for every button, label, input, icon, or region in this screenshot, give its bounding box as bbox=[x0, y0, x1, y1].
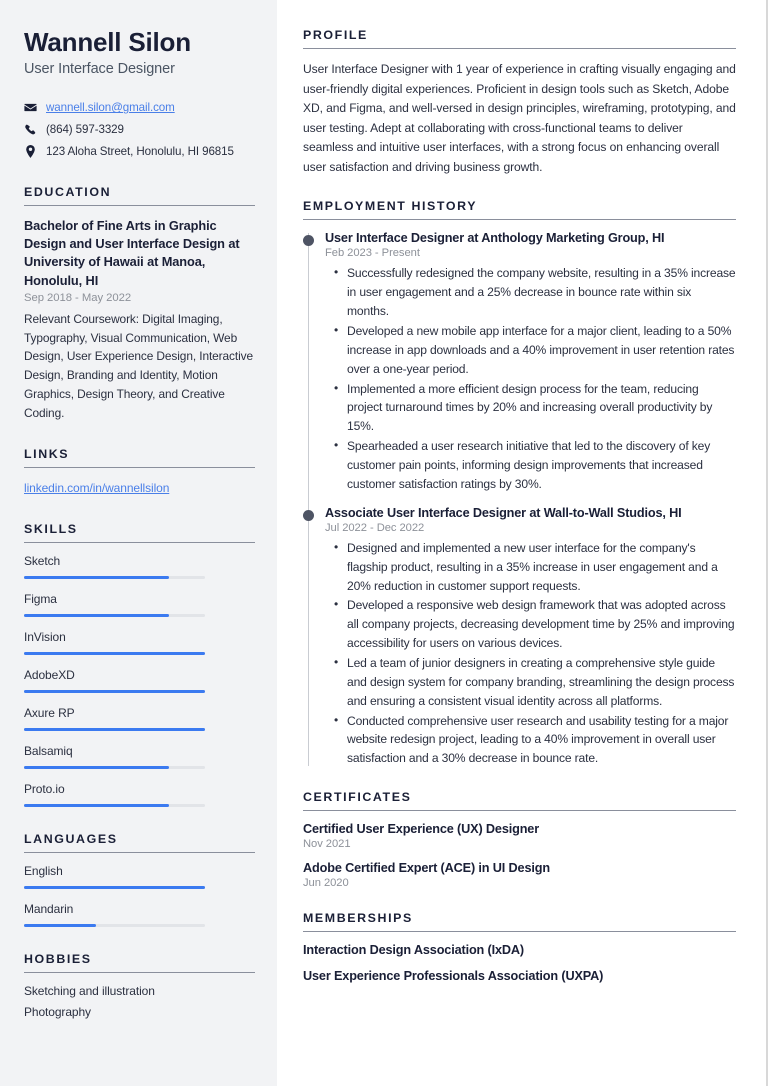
page-title: Wannell Silon bbox=[24, 27, 191, 57]
skill-item bbox=[24, 630, 255, 655]
skill-meter-fill bbox=[24, 728, 205, 731]
hobby-item: Sketching and illustration bbox=[24, 984, 155, 999]
employment-bullet: • Implemented a more efficient design process for the team, reducing project turnaround times by 20% and increasing overall productivity by 15%. bbox=[347, 380, 736, 437]
hobby-item: Photography bbox=[24, 1005, 91, 1020]
section-heading-languages: LANGUAGES bbox=[24, 832, 255, 853]
certificate-item bbox=[303, 861, 736, 889]
employment-title: User Interface Designer at Anthology Marketing Group, HI bbox=[325, 231, 665, 246]
skill-meter-fill bbox=[24, 690, 205, 693]
employment-timeline bbox=[303, 231, 736, 768]
employment-item bbox=[325, 506, 736, 768]
skill-meter-fill bbox=[24, 576, 169, 579]
skill-meter bbox=[24, 766, 205, 769]
section-heading-profile: PROFILE bbox=[303, 28, 736, 49]
section-links bbox=[24, 447, 255, 497]
skill-label: Sketch bbox=[24, 554, 61, 569]
skill-meter bbox=[24, 728, 205, 731]
certificate-title: Certified User Experience (UX) Designer bbox=[303, 822, 539, 837]
employment-date: Jul 2022 - Dec 2022 bbox=[325, 521, 425, 534]
job-title: User Interface Designer bbox=[24, 60, 175, 77]
employment-bullets bbox=[325, 264, 736, 493]
skill-meter bbox=[24, 614, 205, 617]
language-meter bbox=[24, 924, 205, 927]
section-skills bbox=[24, 522, 255, 807]
language-item bbox=[24, 864, 255, 889]
section-heading-memberships: MEMBERSHIPS bbox=[303, 911, 736, 932]
employment-bullet: • Developed a responsive web design framework that was adopted across all company projects, decreasing development time by 25% and improving accessibility for users on various devices. bbox=[347, 596, 736, 653]
skill-label: Axure RP bbox=[24, 706, 75, 721]
education-date: Sep 2018 - May 2022 bbox=[24, 292, 132, 305]
skill-meter-fill bbox=[24, 804, 169, 807]
skill-meter bbox=[24, 690, 205, 693]
certificate-title: Adobe Certified Expert (ACE) in UI Design bbox=[303, 861, 550, 876]
header-identity bbox=[24, 28, 255, 77]
membership-item: User Experience Professionals Association (UXPA) bbox=[303, 969, 604, 984]
email-link[interactable]: wannell.silon@gmail.com bbox=[46, 101, 175, 115]
profile-body bbox=[303, 49, 736, 177]
profile-text: User Interface Designer with 1 year of experience in crafting visually engaging and user-friendly digital experiences. Proficient in design tools such as Sketch, Adobe XD, and Figma, and well-versed in design principles, wireframing, prototyping, and user testing. Adept at collaborating with cross-functional teams to deliver seamless and intuitive user interfaces, with a strong focus on enhancing overall user satisfaction and driving business growth. bbox=[303, 62, 736, 174]
skill-meter-fill bbox=[24, 766, 169, 769]
section-certificates bbox=[303, 790, 736, 889]
education-body bbox=[24, 206, 255, 422]
skill-meter bbox=[24, 652, 205, 655]
address-text: 123 Aloha Street, Honolulu, HI 96815 bbox=[46, 145, 234, 159]
timeline-dot-icon bbox=[303, 510, 314, 521]
section-hobbies bbox=[24, 952, 255, 1019]
skill-item bbox=[24, 782, 255, 807]
skill-label: Balsamiq bbox=[24, 744, 73, 759]
hobbies-list bbox=[24, 973, 255, 1019]
main-content bbox=[277, 0, 766, 1086]
section-heading-certificates: CERTIFICATES bbox=[303, 790, 736, 811]
section-heading-employment: EMPLOYMENT HISTORY bbox=[303, 199, 736, 220]
employment-date: Feb 2023 - Present bbox=[325, 247, 420, 260]
phone-text: (864) 597-3329 bbox=[46, 123, 124, 137]
memberships-list bbox=[303, 932, 736, 983]
employment-body bbox=[303, 220, 736, 768]
sidebar bbox=[0, 0, 277, 1086]
phone-icon bbox=[24, 124, 37, 136]
employment-bullets bbox=[325, 539, 736, 768]
section-education bbox=[24, 185, 255, 422]
certificate-item bbox=[303, 822, 736, 850]
skill-label: Proto.io bbox=[24, 782, 65, 797]
skill-meter bbox=[24, 804, 205, 807]
section-heading-skills: SKILLS bbox=[24, 522, 255, 543]
section-memberships bbox=[303, 911, 736, 983]
section-heading-education: EDUCATION bbox=[24, 185, 255, 206]
employment-bullet: • Conducted comprehensive user research and usability testing for a major website redesign project, leading to a 40% improvement in overall user satisfaction and a 30% decrease in bounce rate. bbox=[347, 712, 736, 769]
skill-item bbox=[24, 744, 255, 769]
employment-item bbox=[325, 231, 736, 493]
section-heading-hobbies: HOBBIES bbox=[24, 952, 255, 973]
contact-list bbox=[24, 100, 255, 160]
skill-label: Figma bbox=[24, 592, 57, 607]
language-meter-fill bbox=[24, 886, 205, 889]
timeline-dot-icon bbox=[303, 235, 314, 246]
education-degree: Bachelor of Fine Arts in Graphic Design and User Interface Design at University of Hawaii at Manoa, Honolulu, HI bbox=[24, 217, 240, 288]
language-label: Mandarin bbox=[24, 902, 74, 917]
employment-bullet: • Designed and implemented a new user interface for the company's flagship product, resulting in a 35% increase in user engagement and a 20% reduction in customer support requests. bbox=[347, 539, 736, 596]
skill-item bbox=[24, 706, 255, 731]
section-heading-links: LINKS bbox=[24, 447, 255, 468]
skill-label: AdobeXD bbox=[24, 668, 75, 683]
skill-item bbox=[24, 554, 255, 579]
language-meter bbox=[24, 886, 205, 889]
section-languages bbox=[24, 832, 255, 927]
employment-bullet: • Spearheaded a user research initiative that led to the discovery of key customer pain points, informing design improvements that increased customer satisfaction ratings by 30%. bbox=[347, 437, 736, 494]
map-pin-icon bbox=[24, 145, 37, 158]
employment-bullet: • Successfully redesigned the company website, resulting in a 35% increase in user engagement and a 25% decrease in bounce rate within six months. bbox=[347, 264, 736, 321]
skill-meter bbox=[24, 576, 205, 579]
section-profile bbox=[303, 28, 736, 177]
membership-item: Interaction Design Association (IxDA) bbox=[303, 943, 524, 958]
education-description: Relevant Coursework: Digital Imaging, Typography, Visual Communication, Web Design, User Experience Design, Interactive Design, Branding and Identity, Motion Graphics, Design Theory, and Creative Coding. bbox=[24, 312, 253, 420]
employment-title: Associate User Interface Designer at Wall-to-Wall Studios, HI bbox=[325, 505, 682, 520]
certificate-date: Nov 2021 bbox=[303, 838, 351, 851]
contact-row-address bbox=[24, 144, 255, 160]
links-body bbox=[24, 468, 255, 497]
envelope-icon bbox=[24, 101, 37, 114]
certificates-list bbox=[303, 811, 736, 889]
skill-item bbox=[24, 668, 255, 693]
linkedin-link[interactable]: linkedin.com/in/wannellsilon bbox=[24, 481, 170, 496]
language-meter-fill bbox=[24, 924, 96, 927]
skill-meter-fill bbox=[24, 652, 205, 655]
languages-list bbox=[24, 853, 255, 927]
language-item bbox=[24, 902, 255, 927]
employment-bullet: • Developed a new mobile app interface for a major client, leading to a 50% increase in app downloads and a 40% improvement in user retention rates over a one-year period. bbox=[347, 322, 736, 379]
language-label: English bbox=[24, 864, 63, 879]
certificate-date: Jun 2020 bbox=[303, 877, 349, 890]
contact-row-email bbox=[24, 100, 255, 116]
skill-item bbox=[24, 592, 255, 617]
skill-label: InVision bbox=[24, 630, 66, 645]
contact-row-phone bbox=[24, 122, 255, 138]
skills-list bbox=[24, 543, 255, 807]
employment-bullet: • Led a team of junior designers in creating a comprehensive style guide and design system for company branding, streamlining the design process and ensuring a consistent visual identity across all platforms. bbox=[347, 654, 736, 711]
section-employment bbox=[303, 199, 736, 768]
skill-meter-fill bbox=[24, 614, 169, 617]
